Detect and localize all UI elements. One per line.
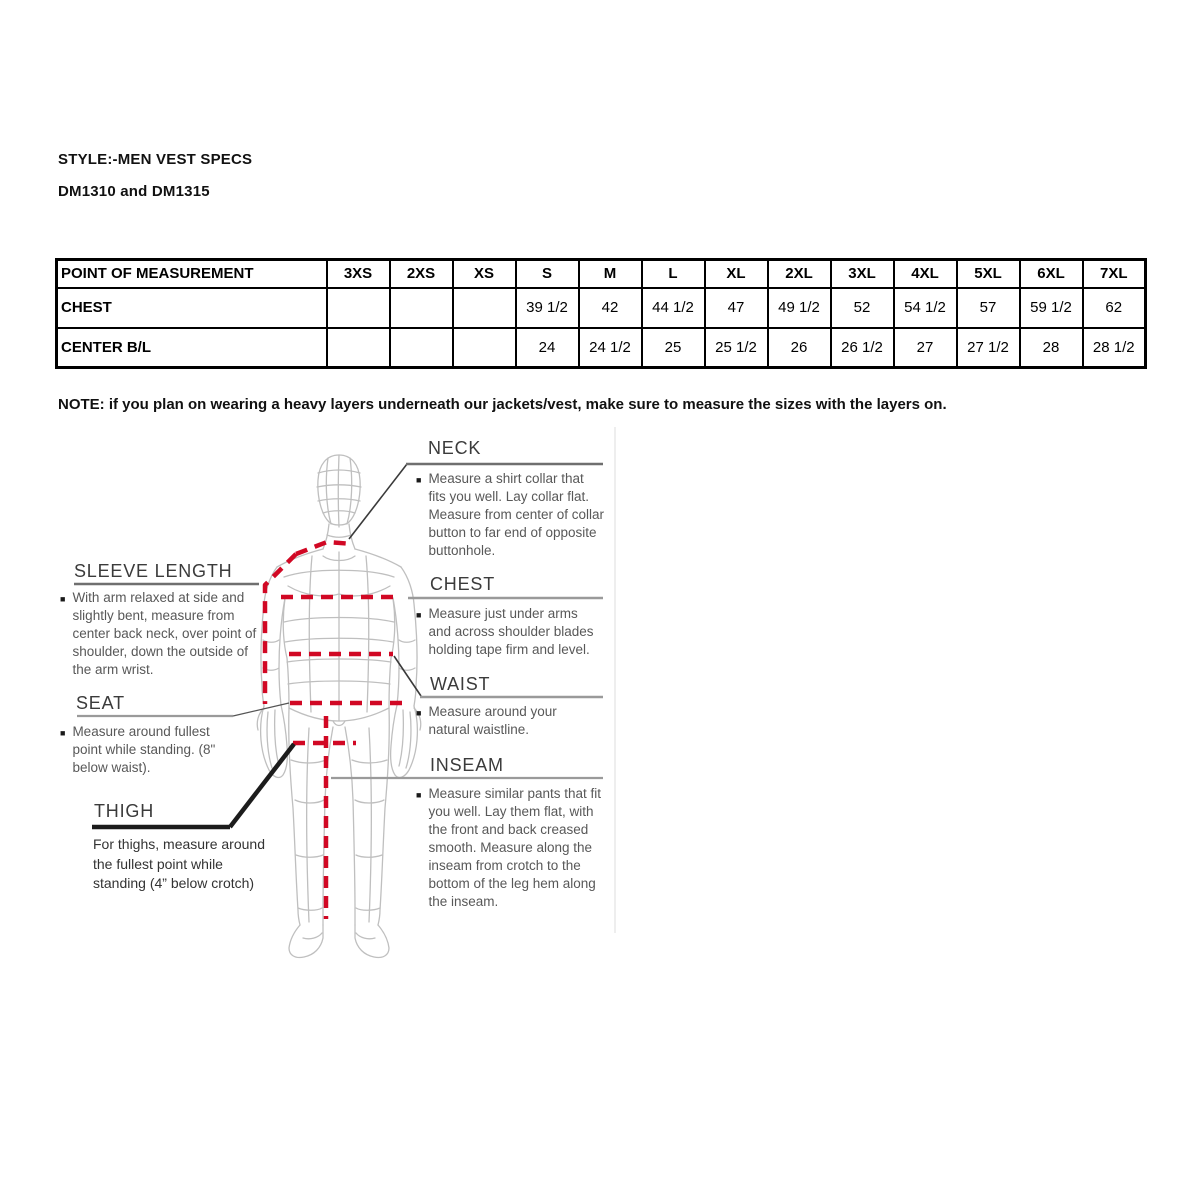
measurement-cell: 52 bbox=[831, 288, 894, 328]
column-header-size: 5XL bbox=[957, 260, 1020, 288]
chest-label: CHEST bbox=[430, 574, 496, 594]
wireframe-mannequin-icon bbox=[257, 455, 421, 958]
column-header-size: S bbox=[516, 260, 579, 288]
seat-callout-line bbox=[233, 703, 289, 716]
neck-label: NECK bbox=[428, 438, 482, 458]
measurement-cell: 62 bbox=[1083, 288, 1146, 328]
column-header-size: XL bbox=[705, 260, 768, 288]
measurement-cell: 24 bbox=[516, 328, 579, 368]
column-header-size: XS bbox=[453, 260, 516, 288]
column-header-size: 6XL bbox=[1020, 260, 1083, 288]
measurement-cell: 49 1/2 bbox=[768, 288, 831, 328]
column-header-size: M bbox=[579, 260, 642, 288]
bullet-icon: ■ bbox=[416, 610, 422, 620]
measurement-dash-lines bbox=[265, 542, 409, 919]
neck-measure-line bbox=[296, 542, 353, 554]
thigh-label: THIGH bbox=[94, 801, 154, 821]
sleeve-length-description: ■ With arm relaxed at side and slightly bent, measure from center back neck, over point of shoulder, down the outside of the arm wrist. bbox=[60, 590, 257, 677]
measurement-cell: 25 bbox=[642, 328, 705, 368]
chest-description: ■ Measure just under arms and across shoulder blades holding tape firm and level. bbox=[416, 606, 594, 657]
seat-description: ■ Measure around fullest point while standing. (8" below waist). bbox=[60, 724, 216, 775]
column-header-size: L bbox=[642, 260, 705, 288]
row-label: CENTER B/L bbox=[57, 328, 327, 368]
waist-label: WAIST bbox=[430, 674, 491, 694]
measurement-cell: 28 1/2 bbox=[1083, 328, 1146, 368]
inseam-description: ■ Measure similar pants that fit you well. Lay them flat, with the front and back creased smooth. Measure along the inseam from crotch to the bottom of the leg hem along the inseam. bbox=[416, 786, 602, 909]
bullet-icon: ■ bbox=[60, 728, 66, 738]
thigh-description: For thighs, measure around the fullest point while standing (4” below crotch) bbox=[93, 836, 265, 892]
measurement-cell: 27 1/2 bbox=[957, 328, 1020, 368]
measurement-cell: 24 1/2 bbox=[579, 328, 642, 368]
note-text: NOTE: if you plan on wearing a heavy layers underneath our jackets/vest, make sure to measure the sizes with the layers on. bbox=[58, 396, 947, 413]
sleeve-length-label: SLEEVE LENGTH bbox=[74, 561, 233, 581]
column-header-size: 2XS bbox=[390, 260, 453, 288]
style-numbers: DM1310 and DM1315 bbox=[58, 183, 210, 200]
column-header-size: 4XL bbox=[894, 260, 957, 288]
column-header-size: 2XL bbox=[768, 260, 831, 288]
bullet-icon: ■ bbox=[416, 708, 422, 718]
row-label: CHEST bbox=[57, 288, 327, 328]
bullet-icon: ■ bbox=[416, 790, 422, 800]
measurement-cell: 44 1/2 bbox=[642, 288, 705, 328]
bullet-icon: ■ bbox=[416, 475, 422, 485]
measurement-cell: 54 1/2 bbox=[894, 288, 957, 328]
neck-description: ■ Measure a shirt collar that fits you well. Lay collar flat. Measure from center of collar button to far end of opposite buttonhole. bbox=[416, 471, 605, 558]
column-header-size: 7XL bbox=[1083, 260, 1146, 288]
column-header-point-of-measurement: POINT OF MEASUREMENT bbox=[57, 260, 327, 288]
measurement-cell: 47 bbox=[705, 288, 768, 328]
waist-description: ■ Measure around your natural waistline. bbox=[416, 704, 557, 737]
measurement-cell: 26 1/2 bbox=[831, 328, 894, 368]
measurement-cell: 28 bbox=[1020, 328, 1083, 368]
neck-callout-line bbox=[349, 464, 407, 539]
measurement-cell: 59 1/2 bbox=[1020, 288, 1083, 328]
inseam-label: INSEAM bbox=[430, 755, 504, 775]
measurement-cell: 26 bbox=[768, 328, 831, 368]
measurement-cell: 57 bbox=[957, 288, 1020, 328]
page-title: STYLE:-MEN VEST SPECS bbox=[58, 151, 253, 168]
measurement-cell: 42 bbox=[579, 288, 642, 328]
thigh-callout-line bbox=[230, 744, 294, 827]
seat-label: SEAT bbox=[76, 693, 125, 713]
column-header-size: 3XL bbox=[831, 260, 894, 288]
measurement-cell: 27 bbox=[894, 328, 957, 368]
column-header-size: 3XS bbox=[327, 260, 390, 288]
measurement-cell: 25 1/2 bbox=[705, 328, 768, 368]
measurement-cell: 39 1/2 bbox=[516, 288, 579, 328]
bullet-icon: ■ bbox=[60, 594, 66, 604]
